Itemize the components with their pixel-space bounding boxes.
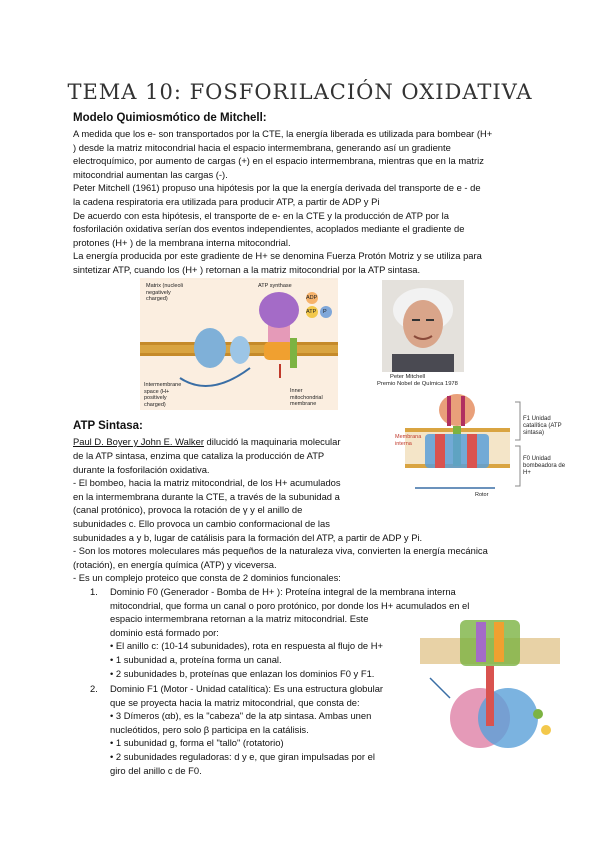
text-line: De acuerdo con esta hipótesis, el transporte de e- en la CTE y la producción de ATP por la (73, 209, 449, 221)
text-line: dominio está formado por: (110, 626, 219, 638)
text-line: protones (H+ ) de la membrana interna mitocondrial. (73, 236, 291, 248)
atp-synthase-head (259, 292, 299, 328)
text-line: • 1 subunidad g, forma el "tallo" (rotatorio) (110, 737, 284, 749)
rotary-svg (420, 618, 560, 758)
label-intermembrane: Intermembrane space (H+ positively charged) (144, 382, 182, 408)
label-pi: P (323, 309, 327, 315)
text-line: en la intermembrana durante la CTE, a través de la subunidad a (73, 490, 340, 502)
text-line: fosforilación oxidativa serían dos eventos independientes, acoplados mediante el gradiente de (73, 223, 465, 235)
label-rotor: Rotor (475, 492, 489, 498)
text-line: mitocondrial aumentan las cargas (-). (73, 168, 228, 180)
item-2-body (110, 682, 410, 777)
label-inner-membrane: Inner mitochondrial membrane (290, 388, 323, 407)
label-atp: ATP (306, 309, 317, 315)
label-f0: F0 Unidad bombeadora de H+ (523, 456, 566, 476)
authors-name: Paul D. Boyer y John E. Walker (73, 436, 204, 447)
text-line: mitocondrial, que forma un canal o poro protónico, por donde los H+ acumulados en el (110, 599, 470, 611)
text-line: • El anillo c: (10-14 subunidades), rota en respuesta al flujo de H+ (110, 640, 383, 652)
text-line: sintetizar ATP, cuando los (H+ ) retornan a la matriz mitocondrial por la ATP sintasa. (73, 263, 421, 275)
text-line: • 1 subunidad a, proteína forma un canal. (110, 653, 282, 665)
photo-caption-name: Peter Mitchell (390, 374, 426, 380)
label-atp-synthase: ATP synthase (258, 283, 292, 289)
authors-rest: dilucidó la maquinaria molecular (203, 436, 341, 447)
label-membrane: Membrana interna (395, 434, 422, 447)
text-line: (canal protónico), provoca la rotación de γ y el anillo de (73, 504, 303, 516)
text-line: espacio intermembrana retornan a la matriz mitocondrial. Este (110, 613, 369, 625)
text-line: Dominio F0 (Generador - Bomba de H+ ): Proteína integral de la membrana interna (110, 586, 456, 597)
text-line: Peter Mitchell (1961) propuso una hipótesis por la que la energía derivada del transporte de e - de (73, 182, 481, 194)
page-title: TEMA 10: FOSFORILACIÓN OXIDATIVA (67, 80, 533, 104)
item-2-number: 2. (90, 683, 98, 694)
text-line: (rotación), en energía química (ATP) y viceversa. (73, 558, 277, 570)
section-heading-atp-sintasa: ATP Sintasa: (73, 420, 143, 432)
text-line: electroquímico, por aumento de cargas (+) en el espacio intermembrana, mientras que en la matriz (73, 155, 484, 167)
text-line: nucleótidos, pero solo β participa en la catálisis. (110, 723, 309, 735)
text-line: subunidades a y b, lugar de catálisis para la formación del ATP, a partir de ADP y Pi. (73, 531, 423, 543)
text-line: ) desde la matriz mitocondrial hacia el espacio intermembrana, generando así un gradiente (73, 141, 451, 153)
portrait-svg (382, 280, 464, 372)
text-line: subunidades c. Ello provoca un cambio conformacional de las (73, 517, 330, 529)
label-matrix: Matrix (nucleoli negatively charged) (146, 283, 183, 302)
complex-protein (194, 328, 226, 368)
item-1-number: 1. (90, 586, 98, 597)
text-line: que se proyecta hacia la matriz mitocondrial, que consta de: (110, 696, 360, 708)
peter-mitchell-photo (382, 280, 464, 372)
text-line: de la ATP sintasa, enzima que cataliza la producción de ATP (73, 450, 325, 461)
text-line: la cadena respiratoria era utilizada para producir ATP, a partir de ADP y Pi (73, 195, 380, 207)
section-body-atp-sintasa (73, 449, 543, 585)
text-line: durante la fosforilación oxidativa. (73, 463, 210, 475)
authors-line (73, 435, 373, 449)
text-line: • 3 Dímeros (αb), es la "cabeza" de la atp sintasa. Ambas unen (110, 710, 372, 722)
section-body-mitchell (73, 127, 533, 277)
text-line: La energía producida por este gradiente de H+ se denomina Fuerza Protón Motriz y se utiliza para (73, 250, 482, 262)
text-line: Dominio F1 (Motor - Unidad catalítica): Es una estructura globular (110, 683, 384, 694)
text-line: - Son los motores moleculares más pequeños de la naturaleza viva, convierten la energía mecánica (73, 545, 488, 557)
atp-synthase-rotary-diagram (420, 618, 560, 758)
chemiosmosis-diagram (140, 278, 338, 410)
section-heading-mitchell: Modelo Quimiosmótico de Mitchell: (73, 112, 267, 124)
f1-head (439, 394, 475, 426)
text-line: • 2 subunidades reguladoras: d y e, que giran impulsadas por el (110, 750, 375, 762)
text-line: - Es un complejo proteico que consta de 2 dominios funcionales: (73, 572, 341, 584)
label-adp: ADP (306, 295, 318, 301)
photo-caption-prize: Premio Nobel de Química 1978 (377, 381, 458, 387)
text-line: - El bombeo, hacia la matriz mitocondrial, de los H+ acumulados (73, 477, 341, 489)
text-line: • 2 subunidades b, proteínas que enlazan los dominios F0 y F1. (110, 667, 375, 679)
text-line: giro del anillo c de F0. (110, 764, 202, 776)
label-f1: F1 Unidad catalítica (ATP sintasa) (523, 416, 562, 436)
text-line: A medida que los e- son transportados por la CTE, la energía liberada es utilizada para bombear (H+ (73, 128, 493, 139)
